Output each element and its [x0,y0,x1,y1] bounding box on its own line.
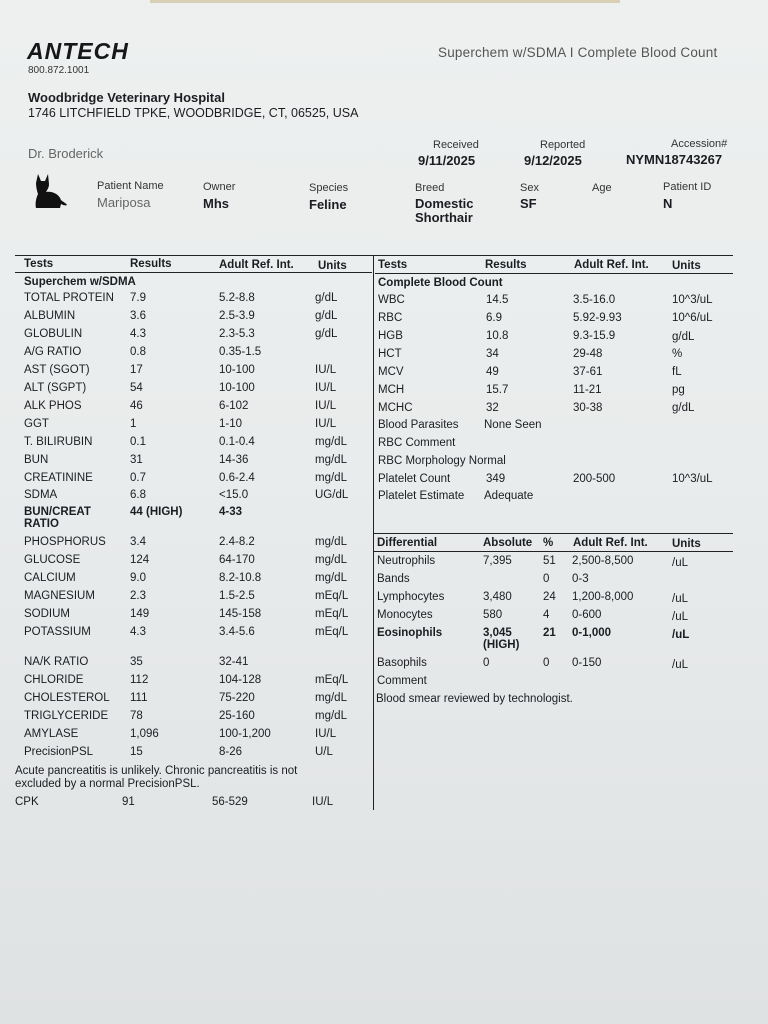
cpk-unit: IU/L [312,796,334,808]
cbc-test-name: HCT [378,348,402,360]
diff-unit: /uL [672,611,688,623]
chem-test-name: NA/K RATIO [24,656,89,668]
diff-test-name: Lymphocytes [377,591,445,603]
chem-ref-range: 32-41 [219,656,249,668]
chem-section-title: Superchem w/SDMA [24,276,136,288]
chem-ref-range: 75-220 [219,692,255,704]
chem-result: 17 [130,364,143,376]
chem-results-header: Results [130,258,172,270]
chem-ref-range: 8.2-10.8 [219,572,262,584]
cbc-test-name: MCH [378,384,405,396]
chem-unit: IU/L [315,400,337,412]
cbc-unit: 10^6/uL [672,312,713,324]
pancreatitis-note: Acute pancreatitis is unlikely. Chronic pancreatitis is not excluded by a normal PrecisionPSL. [15,765,298,790]
cbc-ref-range: 37-61 [573,366,603,378]
lab-logo: ANTECH [27,38,129,64]
diff-ref-range: 0-1,000 [572,627,612,639]
cbc-ref-range: 3.5-16.0 [573,294,616,306]
hospital-address: 1746 LITCHFIELD TPKE, WOODBRIDGE, CT, 06525, USA [28,106,359,120]
chem-result: 1 [130,418,137,430]
chem-ref-range: 4-33 [219,506,243,518]
chem-unit: IU/L [315,728,337,740]
chem-ref-range: 5.2-8.8 [219,292,255,304]
chem-test-name: ALBUMIN [24,310,76,322]
cbc-ref-range: 5.92-9.93 [573,312,622,324]
diff-units-header: Units [672,538,701,550]
chem-test-name: TRIGLYCERIDE [24,710,109,722]
chem-ref-range: 2.4-8.2 [219,536,255,548]
diff-percent: 0 [543,573,550,585]
diff-test-name: Comment [377,675,427,687]
chem-ref-range: 0.6-2.4 [219,472,255,484]
reported-label: Reported [540,139,586,151]
table-top-rule [15,255,733,256]
diff-top-rule [373,533,733,534]
chem-test-name: PrecisionPSL [24,746,94,758]
patient-id-label: Patient ID [663,181,712,193]
diff-ref-range: 2,500-8,500 [572,555,634,567]
cbc-ref-range: 9.3-15.9 [573,330,616,342]
cbc-test-name: Blood Parasites [378,419,459,431]
chem-ref-range: 145-158 [219,608,262,620]
chem-result: 149 [130,608,150,620]
species-value: Feline [309,197,347,212]
cbc-unit: % [672,348,683,360]
accession-number: NYMN18743267 [626,152,723,167]
diff-ref-range: 0-600 [572,609,602,621]
chem-ref-range: 2.5-3.9 [219,310,255,322]
chem-unit: mg/dL [315,554,347,566]
cpk-result: 91 [122,796,135,808]
owner-label: Owner [203,181,236,193]
chem-ref-range: 10-100 [219,382,255,394]
cbc-tests-header: Tests [378,259,408,271]
chem-test-name: AST (SGOT) [24,364,90,376]
chem-result: 9.0 [130,572,146,584]
cbc-test-name: Platelet Estimate [378,490,465,502]
chem-unit: mg/dL [315,454,347,466]
cat-icon [32,172,68,210]
diff-test-name: Neutrophils [377,555,436,567]
sex-label: Sex [520,182,539,194]
chem-test-name: GLUCOSE [24,554,81,566]
chem-units-header: Units [318,260,347,272]
accession-label: Accession# [671,138,728,150]
chem-test-name: CALCIUM [24,572,76,584]
sex-value: SF [520,196,537,211]
diff-unit: /uL [672,557,688,569]
chem-unit: UG/dL [315,489,349,501]
chem-ref-range: 100-1,200 [219,728,271,740]
chem-ref-range: 1-10 [219,418,243,430]
diff-test-name: Basophils [377,657,427,669]
chem-result: 4.3 [130,626,146,638]
chem-ref-range: 6-102 [219,400,249,412]
chem-ref-range: 104-128 [219,674,262,686]
cbc-test-name: HGB [378,330,403,342]
chem-test-name: SODIUM [24,608,70,620]
diff-percent: 51 [543,555,556,567]
chem-ref-range: <15.0 [219,489,249,501]
cbc-unit: g/dL [672,402,695,414]
chem-test-name: A/G RATIO [24,346,82,358]
chem-unit: g/dL [315,328,338,340]
cbc-ref-range: 11-21 [573,384,602,396]
cbc-test-name: Platelet Count [378,473,451,485]
chem-test-name: ALT (SGPT) [24,382,87,394]
chem-unit: g/dL [315,310,338,322]
chem-unit: mg/dL [315,692,347,704]
chem-ref-range: 0.1-0.4 [219,436,255,448]
diff-absolute: 7,395 [483,555,512,567]
cpk-test: CPK [15,796,39,808]
breed-value: Domestic Shorthair [415,196,474,225]
patient-name-label: Patient Name [97,180,164,192]
chem-result: 124 [130,554,150,566]
chem-unit: mg/dL [315,572,347,584]
chem-unit: mg/dL [315,710,347,722]
species-label: Species [309,182,349,194]
chem-unit: IU/L [315,364,337,376]
hospital-name: Woodbridge Veterinary Hospital [28,90,225,105]
cpk-ref: 56-529 [212,796,248,808]
cbc-section-title: Complete Blood Count [378,277,503,289]
cbc-result: 15.7 [486,384,509,396]
diff-absolute: 580 [483,609,503,621]
paper-edge [150,0,620,3]
cbc-result: 34 [486,348,499,360]
chem-unit: g/dL [315,292,338,304]
diff-header-rule [373,551,733,552]
chem-ref-range: 64-170 [219,554,255,566]
chem-test-name: MAGNESIUM [24,590,95,602]
chem-result: 1,096 [130,728,159,740]
diff-absolute: 3,480 [483,591,512,603]
chem-ref-range: 14-36 [219,454,249,466]
cbc-result: 32 [486,402,499,414]
chem-test-name: CHLORIDE [24,674,84,686]
cbc-results-header: Results [485,259,527,271]
cbc-units-header: Units [672,260,701,272]
chem-test-name: BUN/CREAT RATIO [24,506,91,530]
diff-tests-header: Differential [377,537,438,549]
chem-unit: mEq/L [315,608,349,620]
reported-date: 9/12/2025 [524,153,582,168]
owner-value: Mhs [203,196,229,211]
chem-unit: U/L [315,746,333,758]
chem-test-name: T. BILIRUBIN [24,436,93,448]
chem-test-name: CREATININE [24,472,93,484]
cbc-result: None Seen [484,419,542,431]
diff-percent: 0 [543,657,550,669]
diff-pct-header: % [543,537,554,549]
chem-unit: mg/dL [315,436,347,448]
cbc-result: 349 [486,473,506,485]
chem-ref-range: 25-160 [219,710,255,722]
chem-ref-range: 2.3-5.3 [219,328,255,340]
patient-id-value: N [663,196,673,211]
chem-result: 0.1 [130,436,146,448]
diff-absolute: 3,045 (HIGH) [483,627,520,651]
cbc-result: 49 [486,366,499,378]
lab-phone: 800.872.1001 [28,65,90,76]
chem-test-name: TOTAL PROTEIN [24,292,114,304]
chem-test-name: SDMA [24,489,58,501]
diff-ref-range: 0-150 [572,657,602,669]
cbc-unit: g/dL [672,331,695,343]
breed-label: Breed [415,182,445,194]
chem-result: 54 [130,382,143,394]
chem-test-name: POTASSIUM [24,626,91,638]
diff-percent: 24 [543,591,556,603]
chem-result: 0.7 [130,472,146,484]
chem-result: 15 [130,746,143,758]
diff-test-name: Bands [377,573,410,585]
chem-ref-range: 0.35-1.5 [219,346,262,358]
diff-percent: 21 [543,627,556,639]
chem-test-name: AMYLASE [24,728,79,740]
chem-unit: mg/dL [315,472,347,484]
chem-ref-range: 1.5-2.5 [219,590,255,602]
cbc-unit: pg [672,384,685,396]
cbc-ref-header: Adult Ref. Int. [574,259,649,271]
cbc-test-name: RBC Morphology Normal [378,455,506,467]
diff-comment-text: Blood smear reviewed by technologist. [376,693,573,705]
chem-ref-header: Adult Ref. Int. [219,259,294,271]
chem-result: 31 [130,454,143,466]
diff-ref-range: 0-3 [572,573,589,585]
chem-test-name: BUN [24,454,49,466]
chem-result: 35 [130,656,143,668]
cbc-unit: 10^3/uL [672,294,713,306]
chem-ref-range: 8-26 [219,746,243,758]
chem-result: 0.8 [130,346,146,358]
chem-unit: IU/L [315,418,337,430]
chem-unit: mEq/L [315,590,349,602]
cbc-test-name: WBC [378,294,405,306]
chem-result: 78 [130,710,143,722]
cbc-test-name: RBC Comment [378,437,456,449]
cbc-unit: fL [672,366,682,378]
cbc-result: 14.5 [486,294,509,306]
cbc-result: 6.9 [486,312,502,324]
diff-unit: /uL [672,629,690,641]
chem-result: 4.3 [130,328,146,340]
chem-result: 44 (HIGH) [130,506,183,518]
chem-test-name: GGT [24,418,49,430]
cbc-unit: 10^3/uL [672,473,713,485]
chem-result: 6.8 [130,489,146,501]
doctor-name: Dr. Broderick [28,146,104,161]
diff-percent: 4 [543,609,550,621]
chem-test-name: ALK PHOS [24,400,82,412]
chem-result: 2.3 [130,590,146,602]
cbc-test-name: MCHC [378,402,413,414]
cbc-result: 10.8 [486,330,509,342]
diff-test-name: Eosinophils [377,627,443,639]
chem-result: 112 [130,674,149,686]
chem-unit: mg/dL [315,536,347,548]
cbc-test-name: MCV [378,366,404,378]
chem-test-name: PHOSPHORUS [24,536,106,548]
cbc-header-rule [375,273,733,274]
diff-absolute-header: Absolute [483,537,533,549]
patient-name: Mariposa [97,195,151,210]
chem-result: 3.4 [130,536,146,548]
cbc-ref-range: 200-500 [573,473,616,485]
chem-unit: mEq/L [315,626,349,638]
chem-unit: IU/L [315,382,337,394]
received-date: 9/11/2025 [418,153,476,168]
diff-test-name: Monocytes [377,609,433,621]
cbc-result: Adequate [484,490,534,502]
diff-ref-header: Adult Ref. Int. [573,537,648,549]
chem-unit: mEq/L [315,674,349,686]
diff-unit: /uL [672,593,688,605]
age-label: Age [592,182,612,194]
chem-result: 46 [130,400,143,412]
report-title: Superchem w/SDMA I Complete Blood Count [438,45,718,60]
diff-unit: /uL [672,659,688,671]
received-label: Received [433,139,479,151]
cbc-ref-range: 30-38 [573,402,603,414]
chem-test-name: CHOLESTEROL [24,692,110,704]
diff-absolute: 0 [483,657,490,669]
chem-result: 7.9 [130,292,146,304]
chem-result: 111 [130,692,148,704]
chem-ref-range: 10-100 [219,364,255,376]
chem-test-name: GLOBULIN [24,328,83,340]
chem-ref-range: 3.4-5.6 [219,626,255,638]
cbc-ref-range: 29-48 [573,348,603,360]
chem-result: 3.6 [130,310,146,322]
cbc-test-name: RBC [378,312,403,324]
chem-tests-header: Tests [24,258,54,270]
chem-header-rule [15,272,372,273]
diff-ref-range: 1,200-8,000 [572,591,634,603]
